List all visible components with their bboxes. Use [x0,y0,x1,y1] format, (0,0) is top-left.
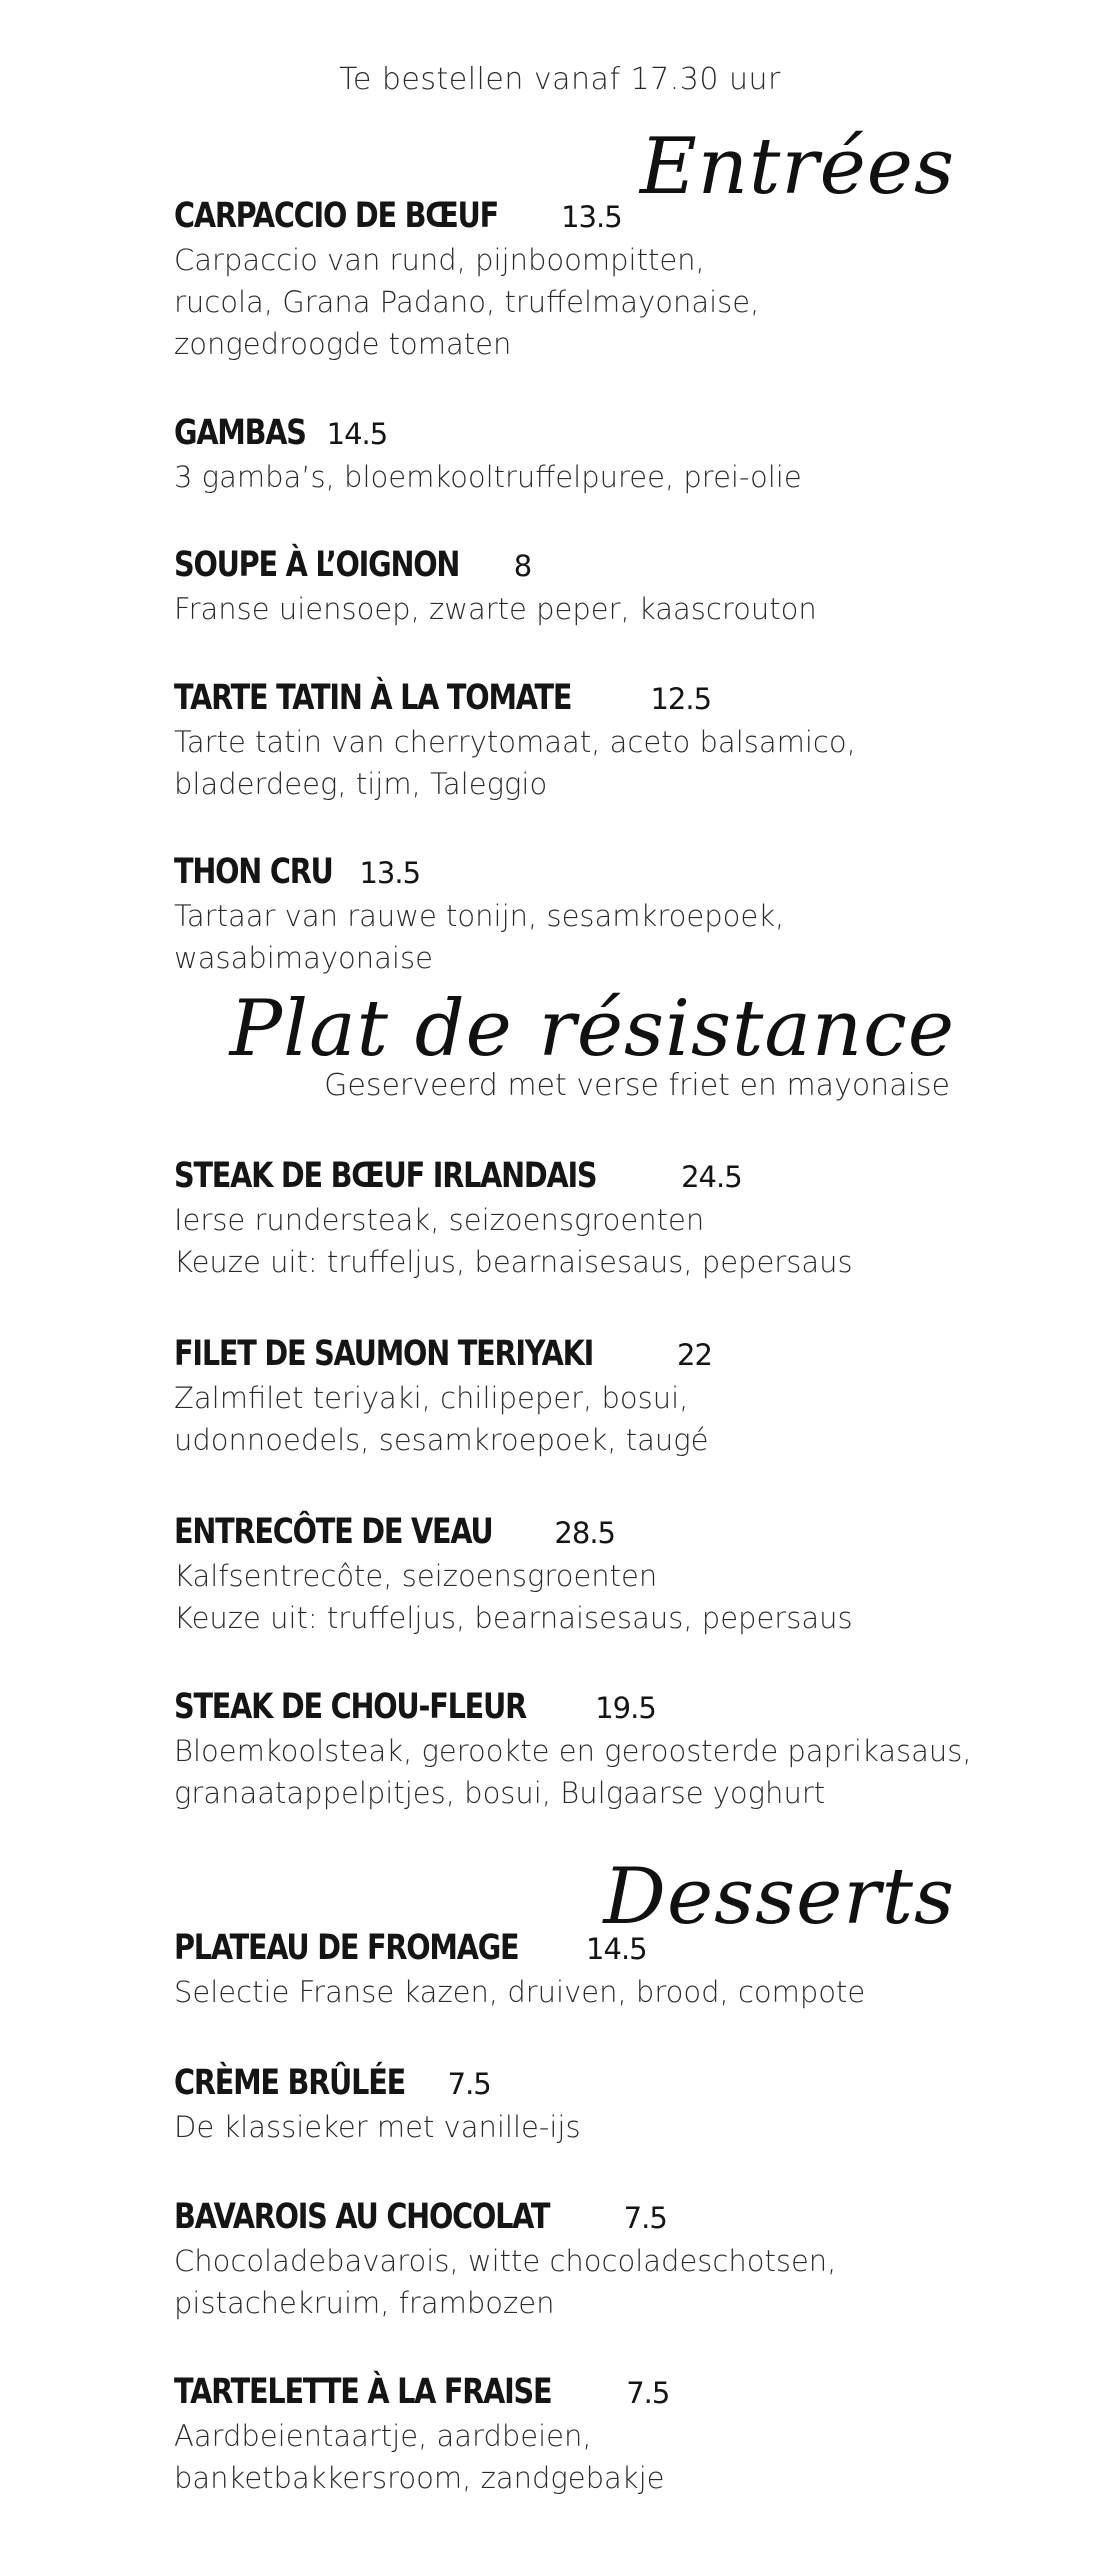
dish-description-line: Bloemkoolsteak, gerookte en geroosterde paprikasaus, [174,1734,972,1768]
dish-description-line: Tarte tatin van cherrytomaat, aceto balsamico, [174,725,856,759]
dish-creme-brulee [174,2063,994,2148]
dish-saumon-teriyaki [174,1334,994,1461]
dish-price: 7.5 [447,2067,491,2101]
dish-description [174,2240,994,2324]
dish-description [174,1730,994,1814]
dish-description-line: wasabimayonaise [174,941,433,975]
dish-description [174,239,994,365]
dish-description [174,895,994,979]
dish-gambas [174,413,994,498]
dish-entrecote-veau [174,1512,994,1639]
dish-description [174,2415,994,2499]
dish-price: 7.5 [626,2376,670,2410]
dish-price: 13.5 [359,856,421,890]
dish-name: ENTRECÔTE DE VEAU [174,1512,493,1552]
dish-name: FILET DE SAUMON TERIYAKI [174,1334,594,1374]
dish-description-line: bladerdeeg, tijm, Taleggio [174,767,548,801]
dish-name: GAMBAS [174,413,306,453]
dish-description-line: Selectie Franse kazen, druiven, brood, compote [174,1975,866,2009]
dish-thon-cru [174,852,994,979]
dish-name: STEAK DE BŒUF IRLANDAIS [174,1156,597,1196]
dish-description [174,456,994,498]
dish-price: 24.5 [681,1160,742,1194]
dish-description-line: Chocoladebavarois, witte chocoladeschotsen, [174,2244,837,2278]
dish-chou-fleur [174,1687,994,1814]
dish-description-line: Keuze uit: truffeljus, bearnaisesaus, pepersaus [174,1245,853,1279]
dish-description-line: Kalfsentrecôte, seizoensgroenten [174,1559,658,1593]
dish-name: SOUPE À L’OIGNON [174,545,460,585]
dish-description [174,721,994,805]
dish-description-line: Franse uiensoep, zwarte peper, kaascrouton [174,592,817,626]
dish-description-line: udonnoedels, sesamkroepoek, taugé [174,1423,709,1457]
section-subtitle-plat: Geserveerd met verse friet en mayonaise [324,1068,950,1103]
dish-bavarois [174,2197,994,2324]
dish-description [174,2106,994,2148]
dish-description-line: zongedroogde tomaten [174,327,512,361]
dish-tarte-tatin [174,678,994,805]
dish-description [174,1377,994,1461]
dish-description-line: pistachekruim, frambozen [174,2286,555,2320]
dish-description-line: granaatappelpitjes, bosui, Bulgaarse yoghurt [174,1776,826,1810]
section-title-plat: Plat de résistance [229,984,955,1074]
dish-description-line: Zalmfilet teriyaki, chilipeper, bosui, [174,1381,689,1415]
dish-price: 7.5 [623,2201,667,2235]
dish-plateau-fromage [174,1928,994,2013]
dish-price: 19.5 [595,1691,656,1725]
dish-description-line: De klassieker met vanille-ijs [174,2110,581,2144]
dish-name: TARTE TATIN À LA TOMATE [174,678,572,718]
dish-price: 28.5 [554,1516,615,1550]
dish-description-line: Aardbeientaartje, aardbeien, [174,2419,592,2453]
dish-name: PLATEAU DE FROMAGE [174,1928,519,1968]
dish-name: TARTELETTE À LA FRAISE [174,2372,552,2412]
dish-description [174,1199,994,1283]
dish-price: 14.5 [586,1932,647,1966]
dish-price: 8 [513,549,532,583]
dish-description-line: Tartaar van rauwe tonijn, sesamkroepoek, [174,899,785,933]
dish-name: STEAK DE CHOU-FLEUR [174,1687,526,1727]
dish-name: CRÈME BRÛLÉE [174,2063,405,2103]
dish-price: 22 [677,1338,712,1372]
dish-name: CARPACCIO DE BŒUF [174,196,498,236]
dish-soupe-oignon [174,545,994,630]
dish-description-line: Ierse rundersteak, seizoensgroenten [174,1203,705,1237]
dish-price: 12.5 [650,682,712,716]
dish-description [174,588,994,630]
dish-carpaccio [174,196,994,365]
section-title-entrees: Entrées [639,122,955,212]
dish-tartelette-fraise [174,2372,994,2499]
dish-description-line: Carpaccio van rund, pijnboompitten, [174,243,705,277]
dish-name: BAVAROIS AU CHOCOLAT [174,2197,550,2237]
dish-description [174,1555,994,1639]
order-time-note: Te bestellen vanaf 17.30 uur [339,62,781,97]
dish-description-line: banketbakkersroom, zandgebakje [174,2461,665,2495]
section-title-desserts: Desserts [603,1852,955,1942]
dish-description-line: 3 gamba’s, bloemkooltruffelpuree, prei-olie [174,460,802,494]
dish-price: 13.5 [561,200,622,234]
dish-price: 14.5 [326,417,388,451]
dish-steak-boeuf [174,1156,994,1283]
dish-description-line: rucola, Grana Padano, truffelmayonaise, [174,285,760,319]
dish-name: THON CRU [174,852,333,892]
dish-description-line: Keuze uit: truffeljus, bearnaisesaus, pepersaus [174,1601,853,1635]
dish-description [174,1971,994,2013]
